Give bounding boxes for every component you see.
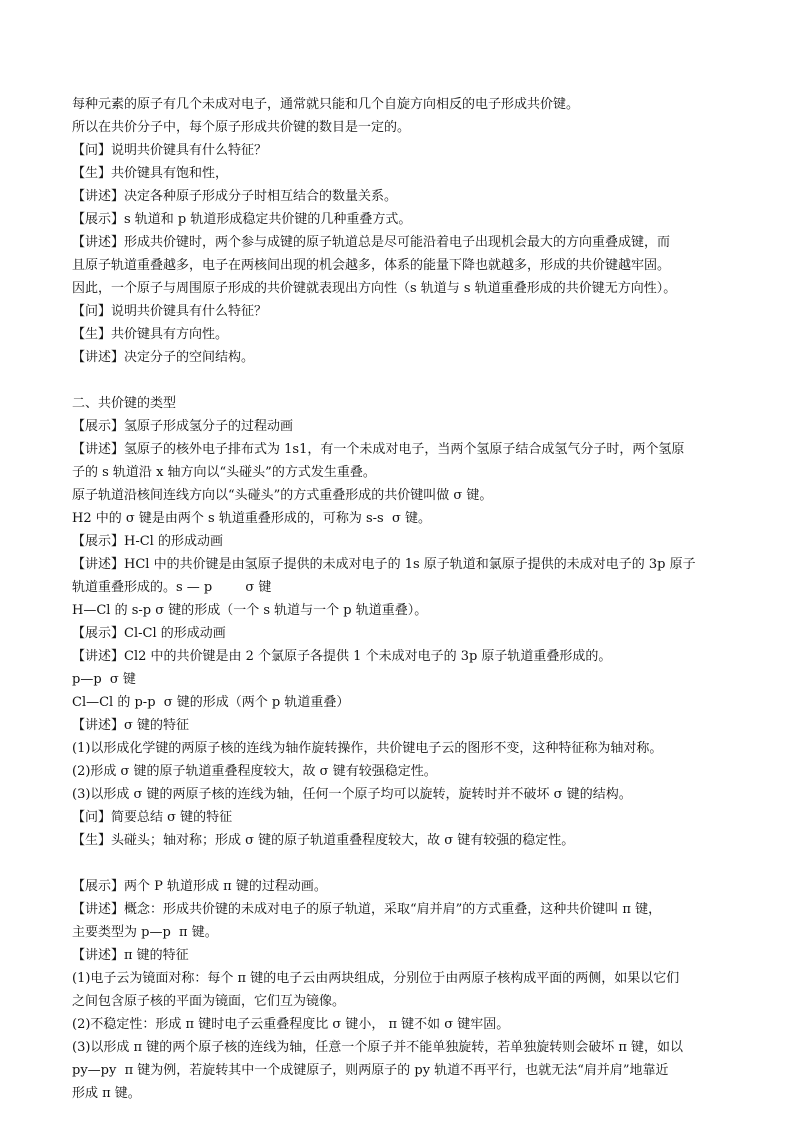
text-line: 【讲述】π 键的特征 <box>72 948 189 963</box>
text-line: 【讲述】HCl 中的共价键是由氢原子提供的未成对电子的 1s 原子轨道和氯原子提供的未成对电子的 3p 原子 <box>72 557 696 572</box>
text-line: 形成 π 键。 <box>72 1086 141 1101</box>
text-line: 主要类型为 p—p π 键。 <box>72 925 218 940</box>
text-line: 【生】头碰头；轴对称；形成 σ 键的原子轨道重叠程度较大，故 σ 键有较强的稳定性。 <box>72 833 575 848</box>
text-line: 【展示】H-Cl 的形成动画 <box>72 534 223 549</box>
text-line: (3)以形成 π 键的两个原子核的连线为轴，任意一个原子并不能单独旋转，若单独旋转则会破坏 π 键，如以 <box>72 1040 684 1055</box>
text-line: H—Cl 的 s-p σ 键的形成（一个 s 轨道与一个 p 轨道重叠）。 <box>72 603 428 618</box>
text-line: (1)电子云为镜面对称：每个 π 键的电子云由两块组成，分别位于由两原子核构成平面的两侧，如果以它们 <box>72 971 680 986</box>
text-line: 【展示】Cl-Cl 的形成动画 <box>72 626 226 641</box>
text-line: 原子轨道沿核间连线方向以“头碰头”的方式重叠形成的共价键叫做 σ 键。 <box>72 488 493 503</box>
text-line: (2)形成 σ 键的原子轨道重叠程度较大，故 σ 键有较强稳定性。 <box>72 764 437 779</box>
text-line: 之间包含原子核的平面为镜面，它们互为镜像。 <box>72 994 346 1009</box>
text-line: 因此，一个原子与周围原子形成的共价键就表现出方向性（s 轨道与 s 轨道重叠形成的共价键无方向性）。 <box>72 281 677 296</box>
text-line: 【讲述】氢原子的核外电子排布式为 1s1，有一个未成对电子，当两个氢原子结合成氢气分子时，两个氢原 <box>72 442 685 457</box>
text-line: (1)以形成化学键的两原子核的连线为轴作旋转操作，共价键电子云的图形不变，这种特征称为轴对称。 <box>72 741 663 756</box>
text-line: 子的 s 轨道沿 x 轴方向以“头碰头”的方式发生重叠。 <box>72 465 376 480</box>
text-line: 【讲述】概念：形成共价键的未成对电子的原子轨道，采取“肩并肩”的方式重叠，这种共价键叫 π 键， <box>72 902 662 917</box>
text-line: p—p σ 键 <box>72 672 136 687</box>
text-line: 【问】说明共价键具有什么特征？ <box>72 304 268 319</box>
blank-line <box>72 852 734 875</box>
section-heading: 二、共价键的类型 <box>72 396 177 411</box>
text-line: 【生】共价键具有方向性。 <box>72 327 229 342</box>
text-line: 【展示】s 轨道和 p 轨道形成稳定共价键的几种重叠方式。 <box>72 212 412 227</box>
text-line: 【讲述】决定分子的空间结构。 <box>72 350 255 365</box>
text-line: 且原子轨道重叠越多，电子在两核间出现的机会越多，体系的能量下降也就越多，形成的共价键越牢固。 <box>72 258 671 273</box>
text-line: 【问】简要总结 σ 键的特征 <box>72 810 233 825</box>
text-line: py—py π 键为例，若旋转其中一个成键原子，则两原子的 py 轨道不再平行，也就无法“肩并肩”地靠近 <box>72 1063 669 1078</box>
text-line: H2 中的 σ 键是由两个 s 轨道重叠形成的，可称为 s-s σ 键。 <box>72 511 431 526</box>
text-line: 【问】说明共价键具有什么特征？ <box>72 143 268 158</box>
text-line: 每种元素的原子有几个未成对电子，通常就只能和几个自旋方向相反的电子形成共价键。 <box>72 97 580 112</box>
text-line: 【讲述】决定各种原子形成分子时相互结合的数量关系。 <box>72 189 398 204</box>
text-line: (3)以形成 σ 键的两原子核的连线为轴，任何一个原子均可以旋转，旋转时并不破坏 σ 键的结构。 <box>72 787 632 802</box>
blank-line <box>72 369 734 392</box>
text-line: 【展示】氢原子形成氢分子的过程动画 <box>72 419 294 434</box>
text-line: 轨道重叠形成的。s — p σ 键 <box>72 580 272 595</box>
text-line: 【讲述】Cl2 中的共价键是由 2 个氯原子各提供 1 个未成对电子的 3p 原子轨道重叠形成的。 <box>72 649 612 664</box>
text-line: 【讲述】形成共价键时，两个参与成键的原子轨道总是尽可能沿着电子出现机会最大的方向重叠成键，而 <box>72 235 671 250</box>
text-line: Cl—Cl 的 p-p σ 键的形成（两个 p 轨道重叠） <box>72 695 350 710</box>
text-line: 所以在共价分子中，每个原子形成共价键的数目是一定的。 <box>72 120 411 135</box>
text-line: 【讲述】σ 键的特征 <box>72 718 190 733</box>
text-line: (2)不稳定性：形成 π 键时电子云重叠程度比 σ 键小， π 键不如 σ 键牢固。 <box>72 1017 510 1032</box>
text-line: 【展示】两个 P 轨道形成 π 键的过程动画。 <box>72 879 327 894</box>
text-line: 【生】共价键具有饱和性， <box>72 166 229 181</box>
